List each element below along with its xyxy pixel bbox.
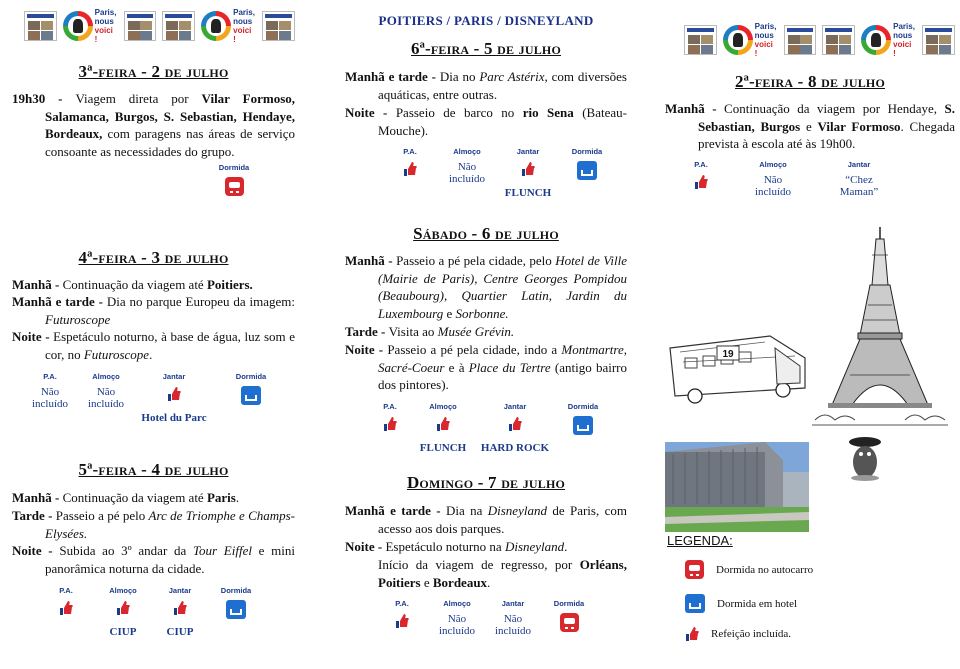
photo-tile bbox=[922, 25, 955, 55]
day-text: Manhã - Passeio a pé pela cidade, pelo Hotel de Ville (Mairie de Paris), Centre Georges Pompidou (Beaubourg), Quartier Latin, Jardin du Luxembourg e Sorbonne. bbox=[345, 253, 628, 321]
logo-strip bbox=[684, 22, 955, 58]
day-text: Noite - Subida ao 3º andar da Tour Eiffel e mini panorâmica noturna da cidade. bbox=[12, 543, 295, 576]
paris-badge: Paris, nous voici ! bbox=[861, 22, 916, 58]
day-heading: 5ª-feira - 4 de julho bbox=[78, 460, 229, 479]
thumbs-up-icon bbox=[694, 174, 708, 190]
hotel-icon bbox=[226, 600, 246, 619]
page-title: POITIERS / PARIS / DISNEYLAND bbox=[378, 13, 594, 28]
meal-row: P.A. Almoço Não incluído Jantar “Chez Maman” bbox=[694, 160, 879, 198]
day-heading: 3ª-feira - 2 de julho bbox=[78, 62, 229, 81]
thumbs-up-icon bbox=[403, 161, 417, 177]
photo-tile bbox=[162, 11, 195, 41]
legend-item: Dormida no autocarro bbox=[685, 560, 813, 579]
thumbs-up-icon bbox=[59, 600, 73, 616]
meal-row: P.A. Almoço Não incluído Jantar Não incluído Dormida bbox=[395, 599, 585, 637]
meal-row: P.A. Almoço Não incluído Jantar FLUNCH Dormida bbox=[403, 147, 603, 199]
day-text: Manhã e tarde - Dia no Parc Astérix, com diversões aquáticas, entre outras. bbox=[345, 69, 627, 102]
column-left bbox=[12, 0, 295, 649]
thumbs-up-icon bbox=[436, 416, 450, 432]
meal-row: P.A. Não incluído Almoço Não incluído Jantar Hotel du Parc Dormida bbox=[31, 372, 267, 424]
day-text: Noite - Espetáculo noturno na Disneyland. bbox=[345, 539, 568, 554]
bus-icon bbox=[225, 177, 244, 196]
day-text: Noite - Espetáculo noturno, à base de água, luz som e cor, no Futuroscope. bbox=[12, 329, 295, 362]
paris-badge: Paris, nous voici ! bbox=[63, 8, 118, 44]
column-middle bbox=[345, 0, 627, 649]
thumbs-up-icon bbox=[173, 600, 187, 616]
mascot-illustration bbox=[843, 430, 887, 482]
legend-item: Refeição incluída. bbox=[685, 626, 791, 642]
logo-strip bbox=[24, 8, 295, 44]
day-text: Noite - Passeio a pé pela cidade, indo a Montmartre, Sacré-Coeur e à Place du Tertre (antigo bairro dos pintores). bbox=[345, 342, 627, 392]
day-text: Manhã - Continuação da viagem até Paris. bbox=[12, 490, 240, 505]
hotel-icon bbox=[685, 594, 705, 613]
legend-item: Dormida em hotel bbox=[685, 594, 797, 613]
eiffel-tower-illustration bbox=[810, 225, 950, 445]
hotel-icon bbox=[241, 386, 261, 405]
photo-tile bbox=[784, 25, 817, 55]
photo-tile bbox=[262, 11, 295, 41]
column-right bbox=[665, 0, 955, 649]
day-text: Noite - Passeio de barco no rio Sena (Bateau-Mouche). bbox=[345, 105, 627, 138]
bus-sketch-illustration bbox=[665, 318, 815, 408]
photo-tile bbox=[822, 25, 855, 55]
hotel-icon bbox=[577, 161, 597, 180]
meal-row: P.A. Almoço FLUNCH Jantar HARD ROCK Dormida bbox=[383, 402, 599, 454]
day-text: Tarde - Passeio a pé pelo Arc de Triomphe e Champs-Elysées. bbox=[12, 508, 296, 541]
building-photo bbox=[665, 442, 809, 532]
bus-number: 19 bbox=[722, 349, 734, 360]
day-heading: 2ª-feira - 8 de julho bbox=[735, 72, 885, 91]
day-text: Manhã e tarde - Dia na Disneyland de Paris, com acesso aos dois parques. bbox=[345, 503, 627, 536]
day-text: 19h30 - Viagem direta por Vilar Formoso, Salamanca, Burgos, S. Sebastian, Hendaye, Bordeaux, com paragens nas áreas de serviço consoante as necessidades do grupo. bbox=[12, 91, 295, 159]
paris-badge: Paris, nous voici ! bbox=[723, 22, 778, 58]
legend-title: LEGENDA: bbox=[667, 533, 733, 548]
bus-icon bbox=[685, 560, 704, 579]
thumbs-up-icon bbox=[685, 626, 699, 642]
paris-badge: Paris, nous voici ! bbox=[201, 8, 256, 44]
day-heading: 4ª-feira - 3 de julho bbox=[78, 248, 229, 267]
thumbs-up-icon bbox=[383, 416, 397, 432]
day-text: Manhã - Continuação da viagem por Hendaye, S. Sebastian, Burgos e Vilar Formoso. Chegada prevista à escola até às 19h00. bbox=[665, 101, 956, 151]
thumbs-up-icon bbox=[116, 600, 130, 616]
day-text: Manhã e tarde - Dia no parque Europeu da imagem: Futuroscope bbox=[12, 294, 296, 327]
photo-tile bbox=[684, 25, 717, 55]
thumbs-up-icon bbox=[395, 613, 409, 629]
thumbs-up-icon bbox=[521, 161, 535, 177]
hotel-icon bbox=[573, 416, 593, 435]
bus-icon bbox=[560, 613, 579, 632]
day-heading: 6ª-feira - 5 de julho bbox=[411, 39, 561, 58]
day-text: Início da viagem de regresso, por Orléans, Poitiers e Bordeaux. bbox=[378, 557, 627, 590]
day-text: Manhã - Continuação da viagem até Poitiers. bbox=[12, 277, 253, 292]
meal-row: P.A. Almoço CIUP Jantar CIUP Dormida bbox=[59, 586, 252, 638]
photo-tile bbox=[24, 11, 57, 41]
photo-tile bbox=[124, 11, 157, 41]
thumbs-up-icon bbox=[508, 416, 522, 432]
day-heading: Domingo - 7 de julho bbox=[406, 473, 566, 492]
day-heading: Sábado - 6 de julho bbox=[413, 224, 559, 243]
thumbs-up-icon bbox=[167, 386, 181, 402]
meal-row: Dormida bbox=[12, 163, 295, 233]
day-text: Tarde - Visita ao Musée Grévin. bbox=[345, 324, 515, 339]
